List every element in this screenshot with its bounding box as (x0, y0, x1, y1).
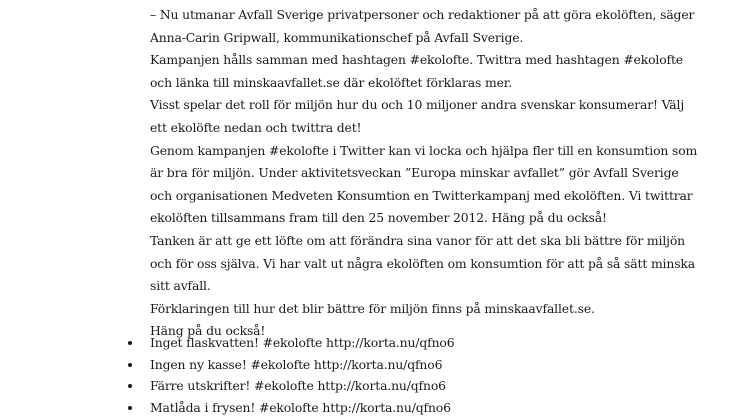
ekolofte-list (150, 332, 710, 419)
article-body (150, 4, 702, 343)
consumption-paragraph: Visst spelar det roll för miljön hur du och 10 miljoner andra svenskar konsumerar! Välj ett ekolöfte nedan och twittra det! (150, 97, 685, 135)
campaign-paragraph: Genom kampanjen #ekolofte i Twitter kan vi locka och hjälpa fler till en konsumtion som är bra för miljön. Under aktivitetsveckan ”Europa minskar avfallet” gör Avfall Sverige och organisationen Medveten Konsumtion en Twitterkampanj med ekolöften. Vi twittrar ekolöften tillsammans fram till den 25 november 2012. Häng på du också! (150, 142, 698, 226)
list-item: Färre utskrifter! #ekolofte http://korta.nu/qfno6 (150, 375, 710, 397)
join-paragraph: Häng på du också! (150, 323, 266, 339)
list-item: Ingen ny kasse! #ekolofte http://korta.nu/qfno6 (150, 354, 710, 376)
list-item: Matlåda i frysen! #ekolofte http://korta.nu/qfno6 (150, 397, 710, 419)
hashtag-paragraph: Kampanjen hålls samman med hashtagen #ekolofte. Twittra med hashtagen #ekolofte och länka till minskaavfallet.se där ekolöftet förklaras mer. (150, 52, 683, 90)
quote-paragraph: – Nu utmanar Avfall Sverige privatpersoner och redaktioner på att göra ekolöften, säger Anna-Carin Gripwall, kommunikationschef på Avfall Sverige. (150, 7, 695, 45)
explanation-paragraph: Förklaringen till hur det blir bättre för miljön finns på minskaavfallet.se. (150, 300, 595, 316)
idea-paragraph: Tanken är att ge ett löfte om att förändra sina vanor för att det ska bli bättre för miljön och för oss själva. Vi har valt ut några ekolöften om konsumtion för att på så sätt minska sitt avfall. (150, 232, 695, 294)
list-item: Inget flaskvatten! #ekolofte http://korta.nu/qfno6 (150, 332, 710, 354)
